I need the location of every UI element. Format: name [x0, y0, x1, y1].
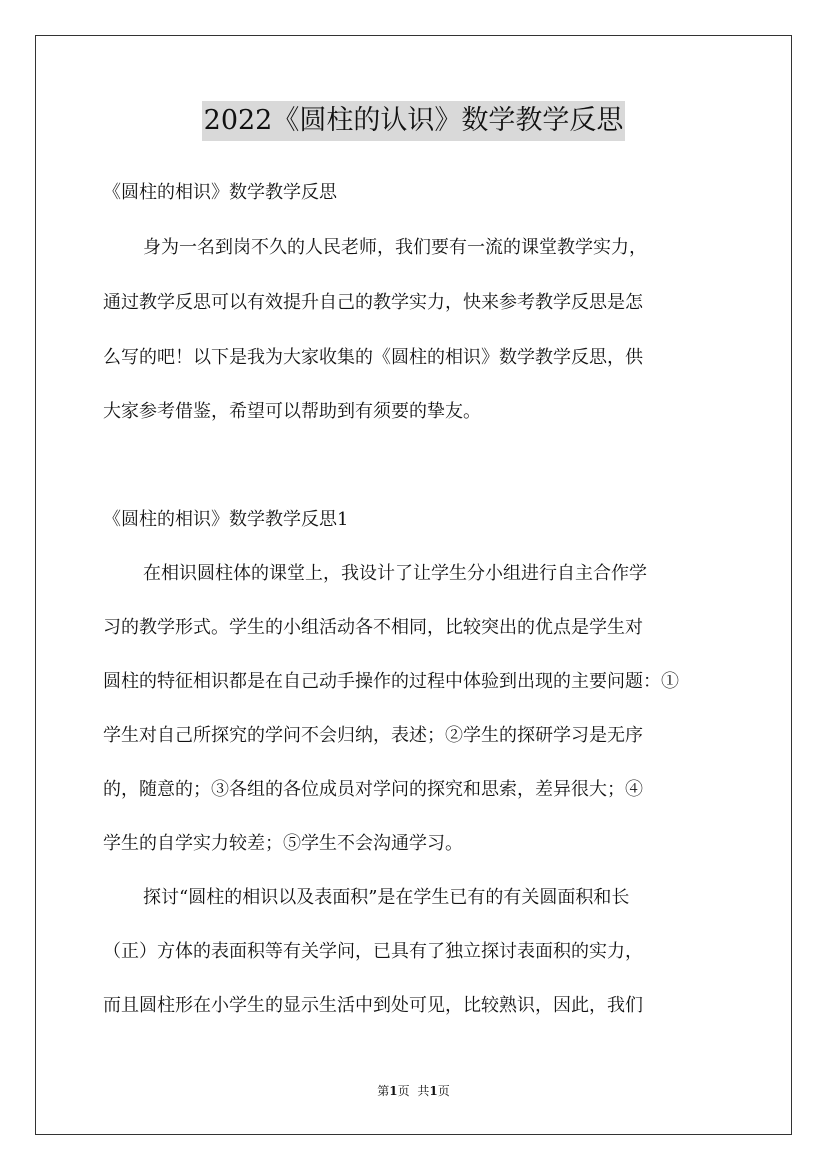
footer-page-current: 1 [389, 1084, 398, 1098]
paragraph-line: 习的教学形式。学生的小组活动各不相同，比较突出的优点是学生对 [103, 617, 643, 638]
footer-total-unit: 页 [437, 1084, 450, 1098]
footer-total-prefix: 共 [417, 1084, 430, 1098]
paragraph-line: 探讨“圆柱的相识以及表面积”是在学生已有的有关圆面积和长 [143, 887, 630, 908]
paragraph-line: 身为一名到岗不久的人民老师，我们要有一流的课堂教学实力， [143, 237, 647, 258]
paragraph-line: 通过教学反思可以有效提升自己的教学实力，快来参考教学反思是怎 [103, 292, 643, 313]
footer-total-pages: 1 [429, 1084, 438, 1098]
title-container [0, 101, 827, 141]
footer-page-prefix: 第 [377, 1084, 390, 1098]
paragraph-line: 学生对自己所探究的学问不会归纳，表述；②学生的探研学习是无序 [103, 725, 643, 746]
paragraph-line: 的，随意的；③各组的各位成员对学问的探究和思索，差异很大；④ [103, 779, 643, 800]
section-heading-1: 《圆柱的相识》数学教学反思1 [103, 509, 349, 530]
paragraph-line: 大家参考借鉴，希望可以帮助到有须要的挚友。 [103, 401, 481, 422]
paragraph-line: 而且圆柱形在小学生的显示生活中到处可见，比较熟识，因此，我们 [103, 995, 643, 1016]
paragraph-line: 圆柱的特征相识都是在自己动手操作的过程中体验到出现的主要问题：① [103, 671, 679, 692]
paragraph-line: 么写的吧！以下是我为大家收集的《圆柱的相识》数学教学反思，供 [103, 347, 643, 368]
paragraph-line: 学生的自学实力较差；⑤学生不会沟通学习。 [103, 833, 463, 854]
paragraph-line: （正）方体的表面积等有关学问，已具有了独立探讨表面积的实力， [103, 941, 643, 962]
section-heading-intro: 《圆柱的相识》数学教学反思 [103, 182, 337, 203]
page-footer [0, 1082, 827, 1100]
document-title: 2022《圆柱的认识》数学教学反思 [202, 101, 626, 141]
paragraph-line: 在相识圆柱体的课堂上，我设计了让学生分小组进行自主合作学 [143, 563, 647, 584]
footer-page-unit: 页 [397, 1084, 410, 1098]
